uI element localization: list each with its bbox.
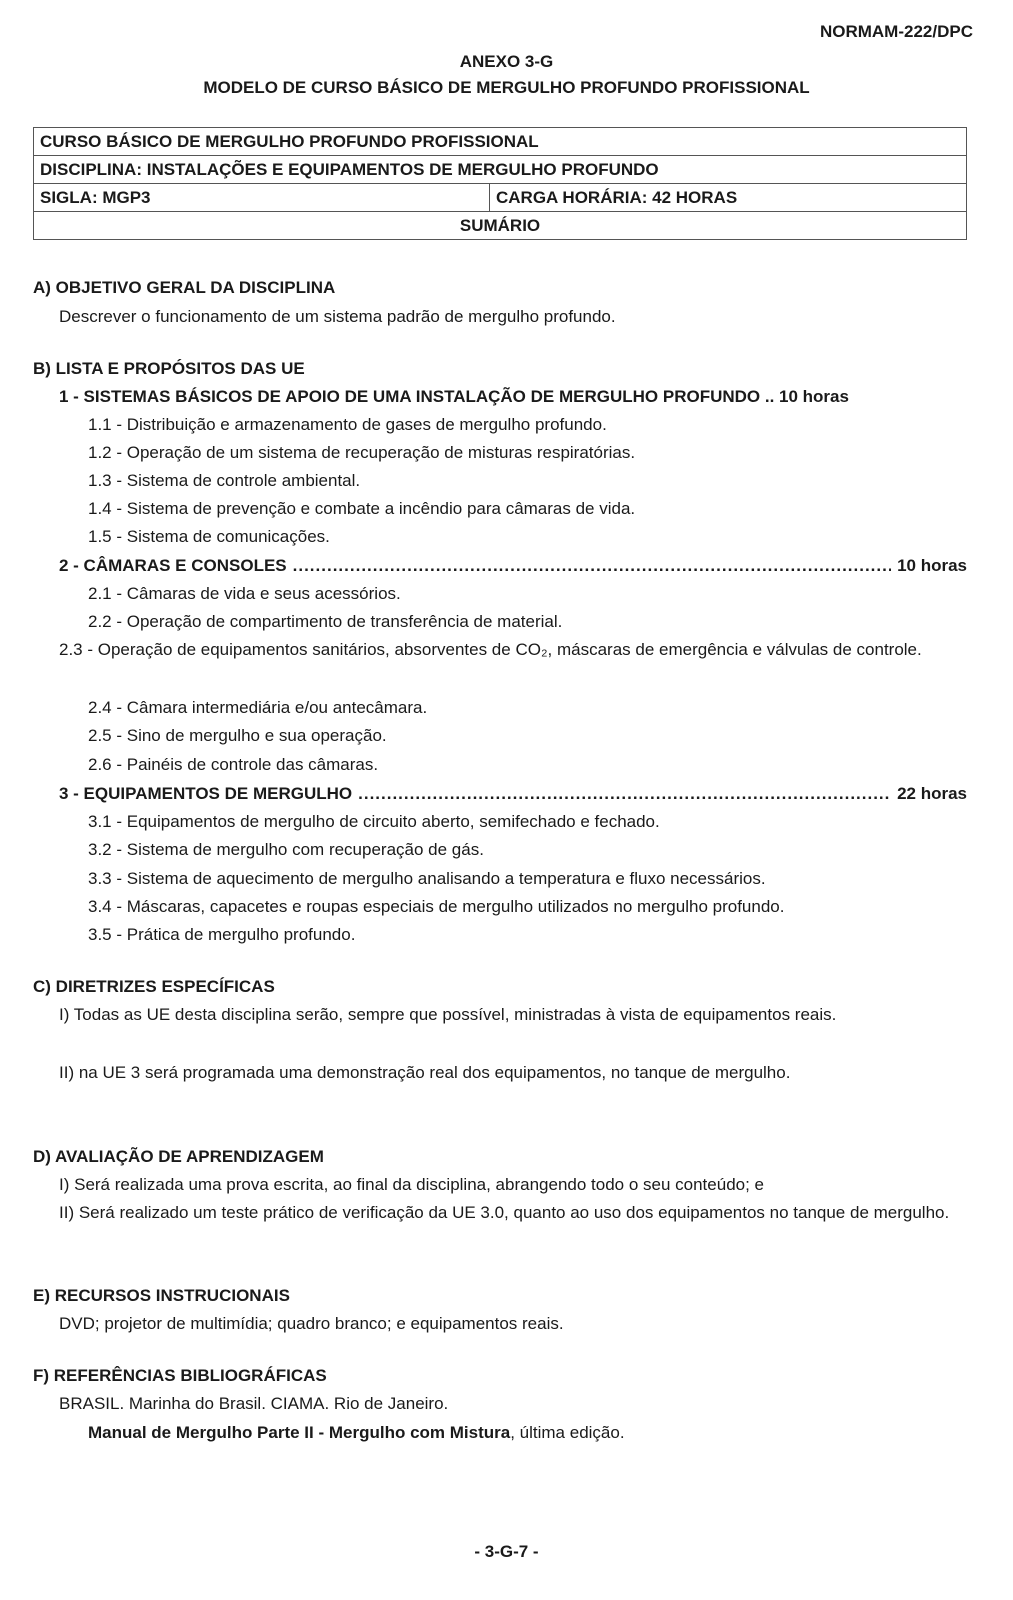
section-e-heading: E) RECURSOS INSTRUCIONAIS — [33, 1286, 290, 1305]
page-title: MODELO DE CURSO BÁSICO DE MERGULHO PROFUNDO PROFISSIONAL — [203, 78, 810, 97]
unit-2-title — [59, 557, 967, 574]
unit-3-title — [59, 785, 967, 802]
section-a-heading: A) OBJETIVO GERAL DA DISCIPLINA — [33, 278, 336, 297]
list-item: 2.4 - Câmara intermediária e/ou antecâmara. — [88, 698, 428, 717]
unit-1-title — [59, 388, 849, 405]
list-item: 2.5 - Sino de mergulho e sua operação. — [88, 726, 387, 745]
reference-2-edition: , última edição. — [510, 1423, 625, 1442]
discipline-cell: DISCIPLINA: INSTALAÇÕES E EQUIPAMENTOS DE MERGULHO PROFUNDO — [34, 156, 967, 184]
list-item: 1.4 - Sistema de prevenção e combate a incêndio para câmaras de vida. — [88, 499, 636, 518]
list-item: 2.3 - Operação de equipamentos sanitários, absorventes de CO₂, máscaras de emergência e válvulas de controle. — [59, 640, 922, 659]
dot-leader — [358, 785, 891, 802]
annex-title: ANEXO 3-G — [459, 52, 554, 71]
course-name-cell: CURSO BÁSICO DE MERGULHO PROFUNDO PROFISSIONAL — [34, 128, 967, 156]
unit-3-hours: 22 horas — [897, 784, 967, 803]
page-number: - 3-G-7 - — [474, 1542, 539, 1561]
list-item: 3.4 - Máscaras, capacetes e roupas especiais de mergulho utilizados no mergulho profundo. — [88, 897, 785, 916]
list-item: 3.5 - Prática de mergulho profundo. — [88, 925, 356, 944]
list-item: 2.6 - Painéis de controle das câmaras. — [88, 755, 379, 774]
reference-2-title: Manual de Mergulho Parte II - Mergulho com Mistura — [88, 1423, 511, 1442]
section-b-heading: B) LISTA E PROPÓSITOS DAS UE — [33, 359, 305, 378]
section-a-text: Descrever o funcionamento de um sistema padrão de mergulho profundo. — [59, 307, 616, 326]
list-item: 1.1 - Distribuição e armazenamento de gases de mergulho profundo. — [88, 415, 607, 434]
list-item: 3.3 - Sistema de aquecimento de mergulho analisando a temperatura e fluxo necessários. — [88, 869, 766, 888]
acronym-cell: SIGLA: MGP3 — [34, 184, 490, 212]
list-item: 3.2 - Sistema de mergulho com recuperação de gás. — [88, 840, 484, 859]
unit-3-label: 3 - EQUIPAMENTOS DE MERGULHO — [59, 784, 353, 803]
list-item: 3.1 - Equipamentos de mergulho de circuito aberto, semifechado e fechado. — [88, 812, 660, 831]
list-item: 1.3 - Sistema de controle ambiental. — [88, 471, 361, 490]
list-item: 1.2 - Operação de um sistema de recuperação de misturas respiratórias. — [88, 443, 636, 462]
unit-2-hours: 10 horas — [897, 556, 967, 575]
list-item: 2.2 - Operação de compartimento de transferência de material. — [88, 612, 563, 631]
section-d-paragraph-2: II) Será realizado um teste prático de verificação da UE 3.0, quanto ao uso dos equipamentos no tanque de mergulho. — [59, 1203, 950, 1222]
section-d-heading: D) AVALIAÇÃO DE APRENDIZAGEM — [33, 1147, 324, 1166]
summary-cell: SUMÁRIO — [34, 212, 967, 240]
section-d-paragraph-1: I) Será realizada uma prova escrita, ao final da disciplina, abrangendo todo o seu conteúdo; e — [59, 1175, 765, 1194]
list-item: 1.5 - Sistema de comunicações. — [88, 527, 330, 546]
unit-2-label: 2 - CÂMARAS E CONSOLES — [59, 556, 287, 575]
document-code: NORMAM-222/DPC — [819, 22, 973, 41]
unit-1-hours: 10 horas — [779, 387, 849, 406]
workload-cell: CARGA HORÁRIA: 42 HORAS — [490, 184, 967, 212]
section-c-paragraph-1: I) Todas as UE desta disciplina serão, sempre que possível, ministradas à vista de equipamentos reais. — [59, 1005, 837, 1024]
section-e-text: DVD; projetor de multimídia; quadro branco; e equipamentos reais. — [59, 1314, 564, 1333]
unit-1-label: 1 - SISTEMAS BÁSICOS DE APOIO DE UMA INSTALAÇÃO DE MERGULHO PROFUNDO .. — [59, 387, 775, 406]
reference-2 — [88, 1424, 625, 1441]
reference-1: BRASIL. Marinha do Brasil. CIAMA. Rio de Janeiro. — [59, 1394, 449, 1413]
list-item: 2.1 - Câmaras de vida e seus acessórios. — [88, 584, 401, 603]
section-c-heading: C) DIRETRIZES ESPECÍFICAS — [33, 977, 275, 996]
course-info-table — [33, 127, 967, 240]
section-c-paragraph-2: II) na UE 3 será programada uma demonstração real dos equipamentos, no tanque de mergulho. — [59, 1063, 791, 1082]
section-f-heading: F) REFERÊNCIAS BIBLIOGRÁFICAS — [33, 1366, 327, 1385]
dot-leader — [293, 557, 891, 574]
